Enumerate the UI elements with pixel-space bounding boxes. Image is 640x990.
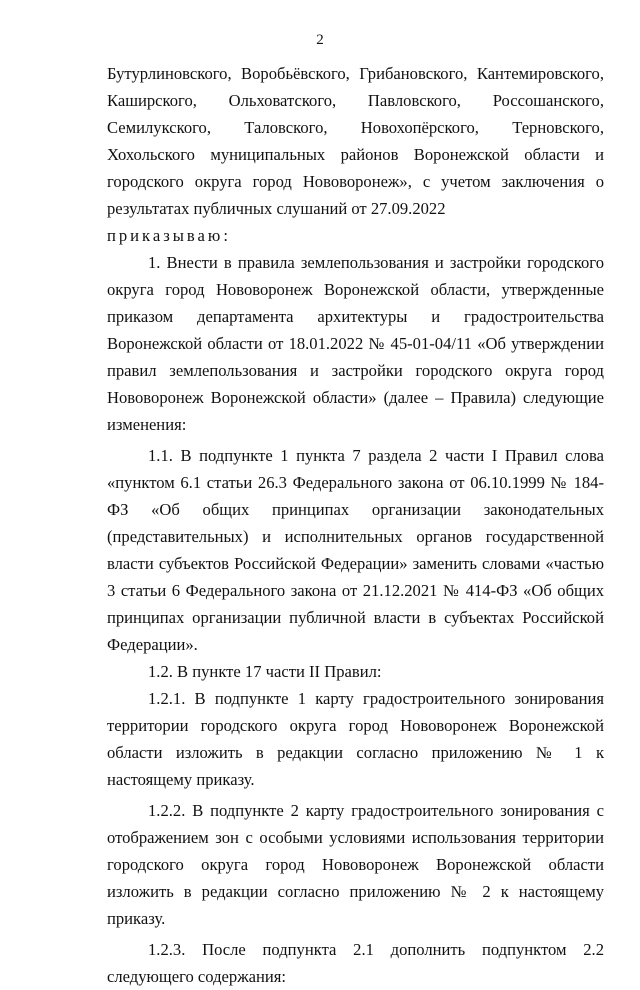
paragraph-intro-continuation: Бутурлиновского, Воробьёвского, Грибановского, Кантемировского, Каширского, Ольховатского, Павловского, Россошанского, Семилукского, Таловского, Новохопёрского, Терновского, Хохольского муниципальных районов Воронежской области и городского округа город Нововоронеж», с учетом заключения о результатах публичных слушаний от 27.09.2022 <box>107 64 604 218</box>
paragraph-item-1-2: 1.2. В пункте 17 части II Правил: <box>148 662 382 681</box>
paragraph-item-1-2-3: 1.2.3. После подпункта 2.1 дополнить подпунктом 2.2 следующего содержания: <box>107 940 604 986</box>
paragraph-item-1-2-1: 1.2.1. В подпункте 1 карту градостроительного зонирования территории городского округа город Нововоронеж Воронежской области изложить в редакции согласно приложению № 1 к настоящему приказу. <box>107 689 604 789</box>
order-word: приказываю: <box>107 226 231 245</box>
page-number: 2 <box>316 32 324 48</box>
paragraph-item-1-1: 1.1. В подпункте 1 пункта 7 раздела 2 части I Правил слова «пунктом 6.1 статьи 26.3 Федерального закона от 06.10.1999 № 184-ФЗ «Об общих принципах организации законодательных (представительных) и исполнительных органов государственной власти субъектов Российской Федерации» заменить словами «частью 3 статьи 6 Федерального закона от 21.12.2021 № 414-ФЗ «Об общих принципах организации публичной власти в субъектах Российской Федерации». <box>107 446 604 654</box>
paragraph-item-1: 1. Внести в правила землепользования и застройки городского округа город Нововоронеж Воронежской области, утвержденные приказом департамента архитектуры и градостроительства Воронежской области от 18.01.2022 № 45-01-04/11 «Об утверждении правил землепользования и застройки городского округа город Нововоронеж Воронежской области» (далее – Правила) следующие изменения: <box>107 253 604 434</box>
paragraph-item-1-2-2: 1.2.2. В подпункте 2 карту градостроительного зонирования с отображением зон с особыми условиями использования территории городского округа город Нововоронеж Воронежской области изложить в редакции согласно приложению № 2 к настоящему приказу. <box>107 801 604 928</box>
document-body <box>107 60 604 990</box>
